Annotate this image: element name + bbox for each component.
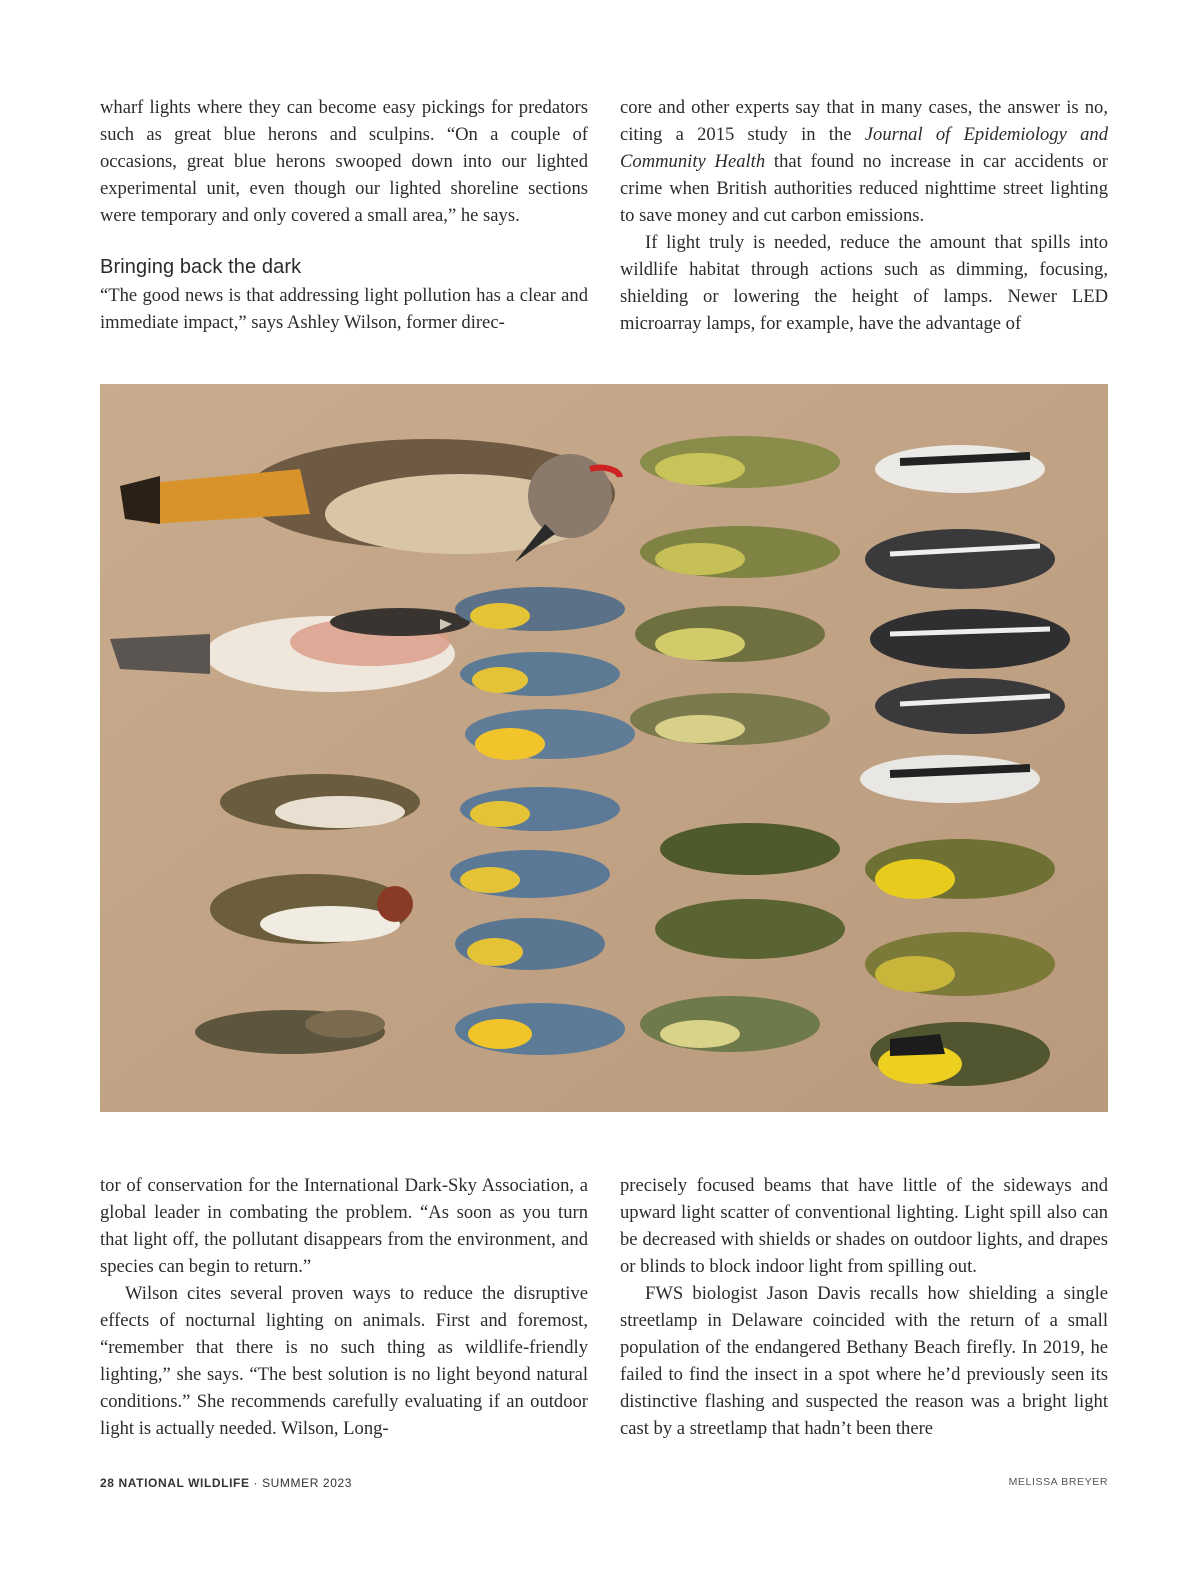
journal-title: Journal of Epidemiology and Community Health xyxy=(620,124,1108,172)
article-column-bottom-right xyxy=(620,1172,1108,1442)
text-run: core and other experts say that in many cases, the answer is no, citing a 2015 study in the xyxy=(620,97,1108,145)
paragraph: FWS biologist Jason Davis recalls how shielding a single streetlamp in Delaware coincided with the return of a small population of the endangered Bethany Beach firefly. In 2019, he failed to find the insect in a spot where he’d previously seen its distinctive flashing and suspected the reason was a bright light cast by a streetlamp that hadn’t been there xyxy=(620,1283,1108,1439)
article-column-bottom-left xyxy=(100,1172,588,1442)
bw-warbler-3 xyxy=(870,609,1070,669)
yellowthroat-female xyxy=(865,932,1055,996)
issue-date: SUMMER 2023 xyxy=(262,1476,353,1490)
magazine-name: NATIONAL WILDLIFE xyxy=(118,1476,250,1490)
paragraph: wharf lights where they can become easy pickings for predators such as great blue herons and sculpins. “On a couple of occasions, great blue herons swooped down into our lighted experimental unit, even though our lighted shoreline sections were temporary and only covered a small area,” he says. xyxy=(100,97,588,226)
text-run: that found no increase in car accidents or crime when British authorities reduced nighttime street lighting to save money and cut carbon emissions. xyxy=(620,151,1108,226)
common-yellowthroat-1 xyxy=(660,823,840,875)
paragraph: If light truly is needed, reduce the amount that spills into wildlife habitat through actions such as dimming, focusing, shielding or lowering the height of lamps. Newer LED microarray lamps, for example, have the advantage of xyxy=(620,232,1108,334)
bw-warbler-2 xyxy=(865,529,1055,589)
parula-bird-2 xyxy=(460,652,620,696)
page-number: 28 xyxy=(100,1476,115,1490)
photo-credit: MELISSA BREYER xyxy=(1008,1476,1108,1488)
waterthrush-bird xyxy=(220,774,420,830)
paragraph xyxy=(620,94,1108,229)
page-footer-folio xyxy=(100,1476,352,1490)
common-yellowthroat-2 xyxy=(655,899,845,959)
article-column-top-left xyxy=(100,94,588,336)
pine-warbler-1 xyxy=(640,436,840,488)
pine-warbler-2 xyxy=(640,526,840,578)
dead-birds-photo xyxy=(100,384,1108,1112)
bw-warbler-5 xyxy=(860,755,1040,803)
parula-bird-1 xyxy=(455,587,625,631)
paragraph: “The good news is that addressing light pollution has a clear and immediate impact,” says Ashley Wilson, former direc- xyxy=(100,285,588,333)
parula-bird-7 xyxy=(455,1003,625,1055)
pine-warbler-3 xyxy=(635,606,825,662)
paragraph: precisely focused beams that have little of the sideways and upward light scatter of conventional lighting. Light spill also can be decreased with shields or shades on outdoor lights, and drapes or blinds to block indoor light from spilling out. xyxy=(620,1175,1108,1277)
paragraph: Wilson cites several proven ways to reduce the disruptive effects of nocturnal lighting on animals. First and foremost, “remember that there is no such thing as wildlife-friendly lighting,” she says. “The best solution is no light beyond natural conditions.” She recommends carefully evaluating if an outdoor light is actually needed. Wilson, Long- xyxy=(100,1283,588,1439)
bw-warbler-1 xyxy=(875,445,1045,493)
brown-warbler xyxy=(195,1010,385,1054)
parula-bird-6 xyxy=(455,918,605,970)
common-yellowthroat-3 xyxy=(640,996,820,1052)
bw-warbler-4 xyxy=(875,678,1065,734)
yellowthroat-male-2 xyxy=(870,1022,1050,1086)
parula-bird-5 xyxy=(450,850,610,898)
parula-bird-4 xyxy=(460,787,620,831)
paragraph: tor of conservation for the International Dark-Sky Association, a global leader in combating the problem. “As soon as you turn that light off, the pollutant disappears from the environment, and species can begin to return.” xyxy=(100,1175,588,1277)
yellowthroat-male-1 xyxy=(865,839,1055,899)
section-subhead: Bringing back the dark xyxy=(100,256,302,278)
pine-warbler-4 xyxy=(630,693,830,745)
article-column-top-right xyxy=(620,94,1108,337)
footer-separator: · xyxy=(253,1476,259,1490)
